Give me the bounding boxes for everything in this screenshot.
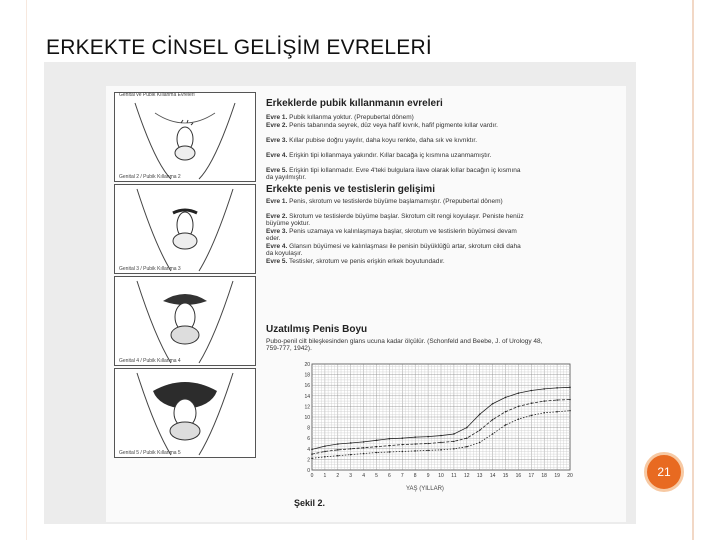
slide-frame-right [692,0,694,540]
data-point [518,418,520,420]
data-point [414,436,416,438]
data-point [376,452,378,454]
panel-caption: Genital 4 / Pubik Kıllanma 4 [119,358,181,364]
data-point [440,435,442,437]
data-point [479,442,481,444]
genital-stage-3-drawing [115,185,255,273]
tanner-panel-2 [114,184,256,274]
data-point [311,453,313,455]
x-tick-label: 7 [400,473,404,479]
data-point [337,449,339,451]
x-tick-label: 16 [515,473,522,479]
data-point [363,447,365,449]
data-point [479,429,481,431]
x-tick-label: 1 [323,473,327,479]
y-tick-label: 20 [304,362,310,368]
data-point [427,443,429,445]
y-tick-label: 2 [307,457,310,464]
x-tick-label: 10 [438,473,444,479]
data-point [350,454,352,456]
data-point [337,455,339,457]
data-point [531,390,533,392]
genital-stage-3: Evre 3. Penis uzamaya ve kalınlaşmaya başlar, skrotum ve testislerin büyümesi devam eder. [266,228,517,242]
data-point [402,437,404,439]
y-tick-label: 0 [307,468,310,474]
data-point [569,399,571,401]
x-tick-label: 6 [388,473,391,479]
data-point [389,438,391,440]
genital-stage-1: Evre 1. Penis, skrotum ve testislerde büyüme başlamamıştır. (Prepubertal dönem) [266,198,503,205]
pubic-stage-4: Evre 4. Erişkin tipi kıllanmaya yakındır. Kıllar bacağa iç kısmına uzanmamıştır. [266,152,492,159]
data-point [311,449,313,451]
slide-title: ERKEKTE CİNSEL GELİŞİM EVRELERİ [46,36,432,59]
page-number-badge [644,452,684,492]
genital-stage-2: Evre 2. Skrotum ve testislerde büyüme başlar. Skrotum cilt rengi koyulaşır. Peniste henüz büyüme yoktur. [266,213,524,227]
data-point [505,424,507,426]
y-tick-label: 6 [307,436,310,443]
x-tick-label: 2 [336,473,340,479]
data-point [543,400,545,402]
pubic-stages-heading: Erkeklerde pubik kıllanmanın evreleri [266,98,443,109]
data-point [543,388,545,390]
pubic-stage-1: Evre 1. Pubik kıllanma yoktur. (Prepubertal dönem) [266,114,414,121]
page-number: 21 [657,465,671,479]
data-point [505,397,507,399]
tanner-panel-4 [114,368,256,458]
data-point [402,451,404,453]
data-point [440,449,442,451]
data-point [518,406,520,408]
data-point [466,446,468,448]
genital-stages-heading: Erkekte penis ve testislerin gelişimi [266,184,435,195]
data-point [324,451,326,453]
y-tick-label: 12 [304,404,310,411]
x-tick-label: 4 [362,473,365,479]
pubic-stage-2: Evre 2. Penis tabanında seyrek, düz veya hafif kıvrık, hafif pigmente kıllar vardır. [266,122,498,129]
x-tick-label: 13 [476,473,483,479]
x-tick-label: 18 [541,473,547,479]
x-tick-label: 17 [528,473,535,479]
tanner-panel-1 [114,92,256,182]
data-point [414,443,416,445]
x-tick-label: 20 [567,473,573,479]
figure-page [106,86,626,522]
x-tick-label: 12 [464,473,470,479]
panel-caption-top: Genital ve Pubik Kıllanma Evreleri [119,92,195,98]
x-axis-label: YAŞ (YILLAR) [406,486,444,492]
data-point [492,433,494,435]
x-tick-label: 15 [502,473,509,479]
data-point [453,433,455,435]
genital-stage-2-drawing [115,93,255,181]
slide-frame-left [26,0,27,540]
data-point [569,387,571,389]
figure-label: Şekil 2. [294,498,326,508]
x-tick-label: 19 [554,473,560,479]
graph-source: Pubo-penil cilt bileşkesinden glans ucuna kadar ölçülür. (Schonfeld and Beebe, J. of Urology 48, 759-777, 1942). [266,338,543,352]
data-point [492,403,494,405]
data-point [414,450,416,452]
x-tick-label: 9 [426,473,430,479]
data-point [531,402,533,404]
panel-caption: Genital 2 / Pubik Kıllanma 2 [119,174,181,180]
data-point [453,441,455,443]
data-point [324,445,326,447]
y-tick-label: 8 [307,425,310,432]
genital-stage-4: Evre 4. Glansın büyümesi ve kalınlaşması ile penisin büyüklüğü artar, skrotum cildi daha da koyulaşır. [266,243,521,257]
data-point [389,451,391,453]
data-point [440,442,442,444]
data-point [453,448,455,450]
x-tick-label: 11 [451,473,457,479]
y-tick-label: 18 [304,372,310,379]
x-tick-label: 5 [375,473,378,479]
penis-length-chart [296,360,574,484]
data-point [492,419,494,421]
data-point [402,444,404,446]
data-point [350,442,352,444]
pubic-stage-3: Evre 3. Kıllar pubise doğru yayılır, daha koyu renkte, daha sık ve kıvrıktır. [266,137,478,144]
data-point [518,392,520,394]
y-tick-label: 16 [304,383,310,390]
data-point [466,437,468,439]
panel-caption: Genital 3 / Pubik Kıllanma 3 [119,266,181,272]
data-point [427,450,429,452]
x-tick-label: 0 [310,473,314,479]
tanner-panel-3 [114,276,256,366]
data-point [337,443,339,445]
data-point [376,440,378,442]
genital-stage-5-drawing [115,369,255,457]
x-tick-label: 3 [349,473,353,479]
data-point [556,399,558,401]
genital-stage-4-drawing [115,277,255,365]
y-tick-label: 10 [304,415,310,421]
data-point [389,445,391,447]
pubic-stage-5: Evre 5. Erişkin tipi kıllanmadır. Evre 4'teki bulgulara ilave olarak kıllar bacağın iç kısmına da yayılmıştır. [266,167,521,181]
y-tick-label: 14 [304,393,310,400]
panel-caption: Genital 5 / Pubik Kıllanma 5 [119,450,181,456]
data-point [543,412,545,414]
data-point [363,453,365,455]
x-tick-label: 14 [489,473,496,479]
data-point [556,411,558,413]
data-point [466,427,468,429]
y-tick-label: 4 [307,446,310,453]
genital-stage-5: Evre 5. Testisler, skrotum ve penis erişkin erkek boyutundadır. [266,258,445,265]
data-point [505,411,507,413]
data-point [427,436,429,438]
graph-heading: Uzatılmış Penis Boyu [266,324,368,335]
data-point [324,456,326,458]
data-point [363,441,365,443]
data-point [376,446,378,448]
data-point [350,448,352,450]
data-point [569,410,571,412]
data-point [479,414,481,416]
data-point [531,415,533,417]
scanned-figure [44,62,636,524]
data-point [556,387,558,389]
data-point [311,458,313,460]
x-tick-label: 8 [413,473,417,479]
